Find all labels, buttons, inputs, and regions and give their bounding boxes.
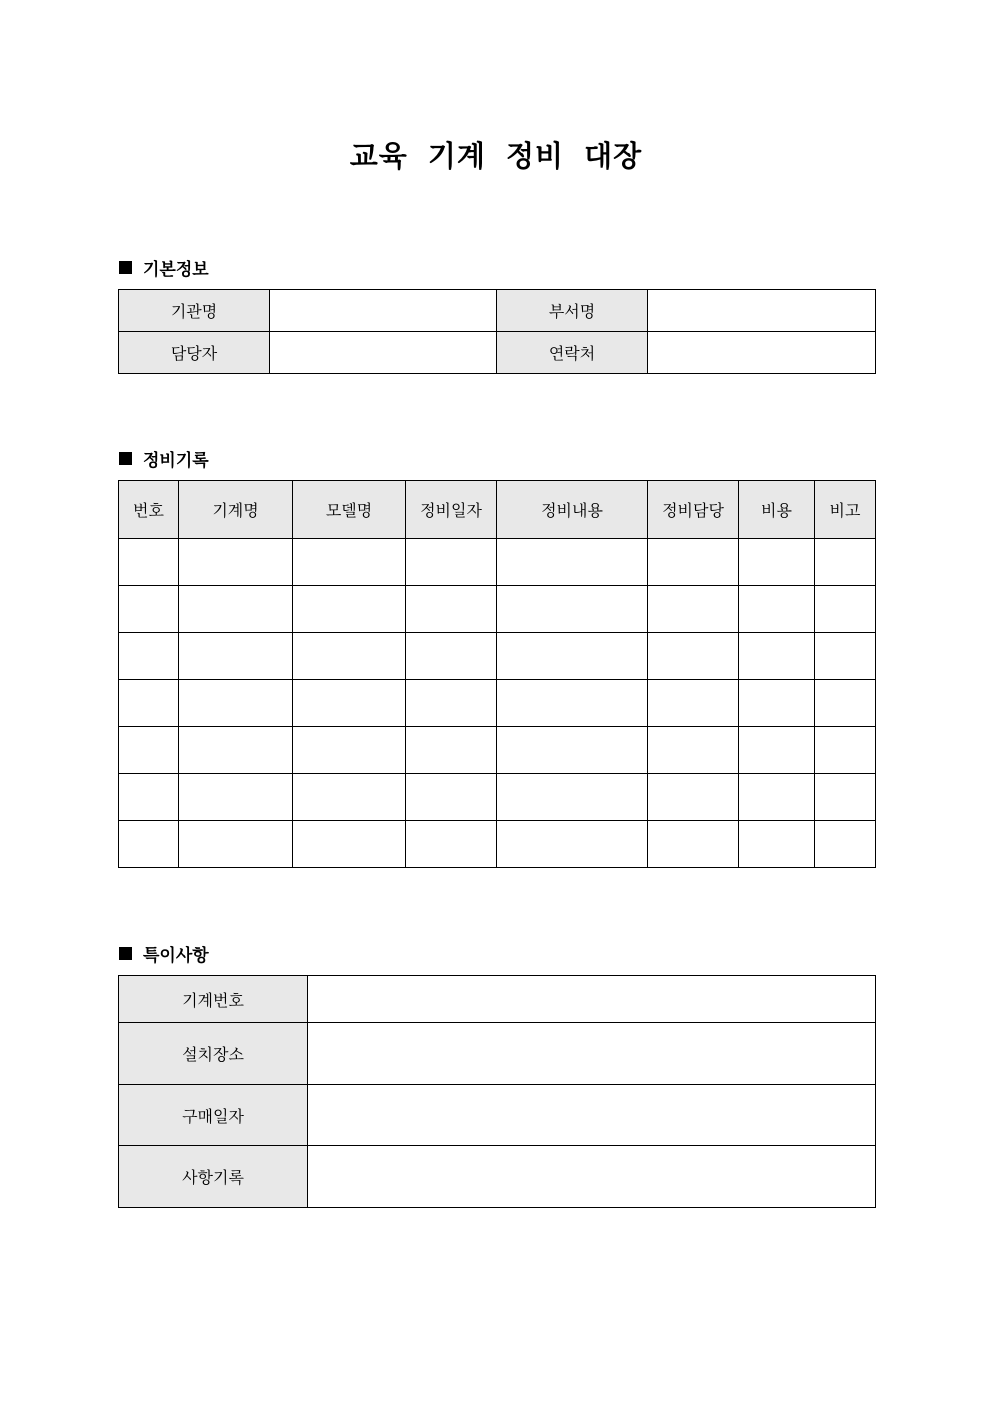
- table-cell[interactable]: [119, 821, 179, 868]
- table-cell[interactable]: [648, 821, 739, 868]
- table-cell[interactable]: [497, 633, 648, 680]
- table-cell[interactable]: [179, 539, 293, 586]
- record-field[interactable]: [308, 1146, 876, 1208]
- machine-number-field[interactable]: [308, 976, 876, 1023]
- table-cell[interactable]: [119, 727, 179, 774]
- table-cell[interactable]: [293, 821, 406, 868]
- machine-number-label: 기계번호: [119, 976, 308, 1023]
- table-cell[interactable]: [179, 821, 293, 868]
- table-cell[interactable]: [739, 821, 815, 868]
- table-cell[interactable]: [648, 633, 739, 680]
- section-notes: [119, 941, 209, 966]
- table-cell[interactable]: [815, 680, 876, 727]
- header-cell: 정비일자: [406, 481, 497, 539]
- header-cell: 비고: [815, 481, 876, 539]
- square-bullet-icon: [119, 261, 132, 274]
- header-cell: 모델명: [293, 481, 406, 539]
- table-cell[interactable]: [497, 586, 648, 633]
- table-cell[interactable]: [648, 727, 739, 774]
- table-cell[interactable]: [739, 774, 815, 821]
- table-cell[interactable]: [648, 680, 739, 727]
- table-cell[interactable]: [119, 680, 179, 727]
- table-row: [119, 821, 876, 868]
- table-cell[interactable]: [179, 727, 293, 774]
- table-cell[interactable]: [406, 774, 497, 821]
- page-title: 교육 기계 정비 대장: [349, 139, 643, 173]
- table-cell[interactable]: [739, 539, 815, 586]
- contact-label: 연락처: [497, 332, 648, 374]
- maintenance-table: [118, 480, 876, 868]
- table-cell[interactable]: [293, 727, 406, 774]
- maintenance-header-row: [119, 481, 876, 539]
- table-cell[interactable]: [406, 680, 497, 727]
- section-maintenance: [119, 446, 209, 471]
- section-title-notes: 특이사항: [143, 946, 209, 966]
- table-cell[interactable]: [119, 633, 179, 680]
- table-cell[interactable]: [739, 586, 815, 633]
- notes-row: [119, 1085, 876, 1146]
- table-cell[interactable]: [815, 821, 876, 868]
- table-cell[interactable]: [815, 774, 876, 821]
- table-row: [119, 633, 876, 680]
- purchase-date-label: 구매일자: [119, 1085, 308, 1146]
- table-cell[interactable]: [815, 633, 876, 680]
- table-row: [119, 774, 876, 821]
- table-cell[interactable]: [497, 821, 648, 868]
- purchase-date-field[interactable]: [308, 1085, 876, 1146]
- notes-row: [119, 1023, 876, 1085]
- table-cell[interactable]: [648, 586, 739, 633]
- dept-label: 부서명: [497, 290, 648, 332]
- table-cell[interactable]: [815, 727, 876, 774]
- notes-row: [119, 976, 876, 1023]
- table-cell[interactable]: [648, 539, 739, 586]
- table-cell[interactable]: [179, 633, 293, 680]
- section-title-basic: 기본정보: [143, 260, 209, 280]
- basic-info-table: [118, 289, 876, 374]
- table-cell[interactable]: [119, 586, 179, 633]
- table-cell[interactable]: [293, 633, 406, 680]
- section-basic-info: [119, 255, 209, 280]
- header-cell: 번호: [119, 481, 179, 539]
- table-cell[interactable]: [497, 539, 648, 586]
- table-cell[interactable]: [293, 774, 406, 821]
- table-cell[interactable]: [406, 633, 497, 680]
- table-cell[interactable]: [293, 586, 406, 633]
- table-row: [119, 680, 876, 727]
- table-cell[interactable]: [739, 727, 815, 774]
- table-cell[interactable]: [648, 774, 739, 821]
- square-bullet-icon: [119, 947, 132, 960]
- table-row: [119, 539, 876, 586]
- table-cell[interactable]: [815, 586, 876, 633]
- table-cell[interactable]: [293, 680, 406, 727]
- table-cell[interactable]: [406, 586, 497, 633]
- section-title-maintenance: 정비기록: [143, 451, 209, 471]
- table-cell[interactable]: [179, 680, 293, 727]
- table-cell[interactable]: [119, 774, 179, 821]
- manager-field[interactable]: [270, 332, 497, 374]
- header-cell: 비용: [739, 481, 815, 539]
- header-cell: 정비담당: [648, 481, 739, 539]
- table-cell[interactable]: [497, 774, 648, 821]
- header-cell: 정비내용: [497, 481, 648, 539]
- table-cell[interactable]: [119, 539, 179, 586]
- table-cell[interactable]: [497, 680, 648, 727]
- org-field[interactable]: [270, 290, 497, 332]
- notes-table: [118, 975, 876, 1208]
- table-row: [119, 727, 876, 774]
- table-cell[interactable]: [406, 821, 497, 868]
- dept-field[interactable]: [648, 290, 876, 332]
- table-row: [119, 586, 876, 633]
- table-cell[interactable]: [739, 680, 815, 727]
- org-label: 기관명: [119, 290, 270, 332]
- header-cell: 기계명: [179, 481, 293, 539]
- table-cell[interactable]: [179, 774, 293, 821]
- install-location-field[interactable]: [308, 1023, 876, 1085]
- install-location-label: 설치장소: [119, 1023, 308, 1085]
- table-cell[interactable]: [739, 633, 815, 680]
- table-cell[interactable]: [179, 586, 293, 633]
- table-cell[interactable]: [293, 539, 406, 586]
- contact-field[interactable]: [648, 332, 876, 374]
- table-cell[interactable]: [406, 539, 497, 586]
- manager-label: 담당자: [119, 332, 270, 374]
- table-cell[interactable]: [497, 727, 648, 774]
- square-bullet-icon: [119, 452, 132, 465]
- table-cell[interactable]: [406, 727, 497, 774]
- notes-row: [119, 1146, 876, 1208]
- table-cell[interactable]: [815, 539, 876, 586]
- record-label: 사항기록: [119, 1146, 308, 1208]
